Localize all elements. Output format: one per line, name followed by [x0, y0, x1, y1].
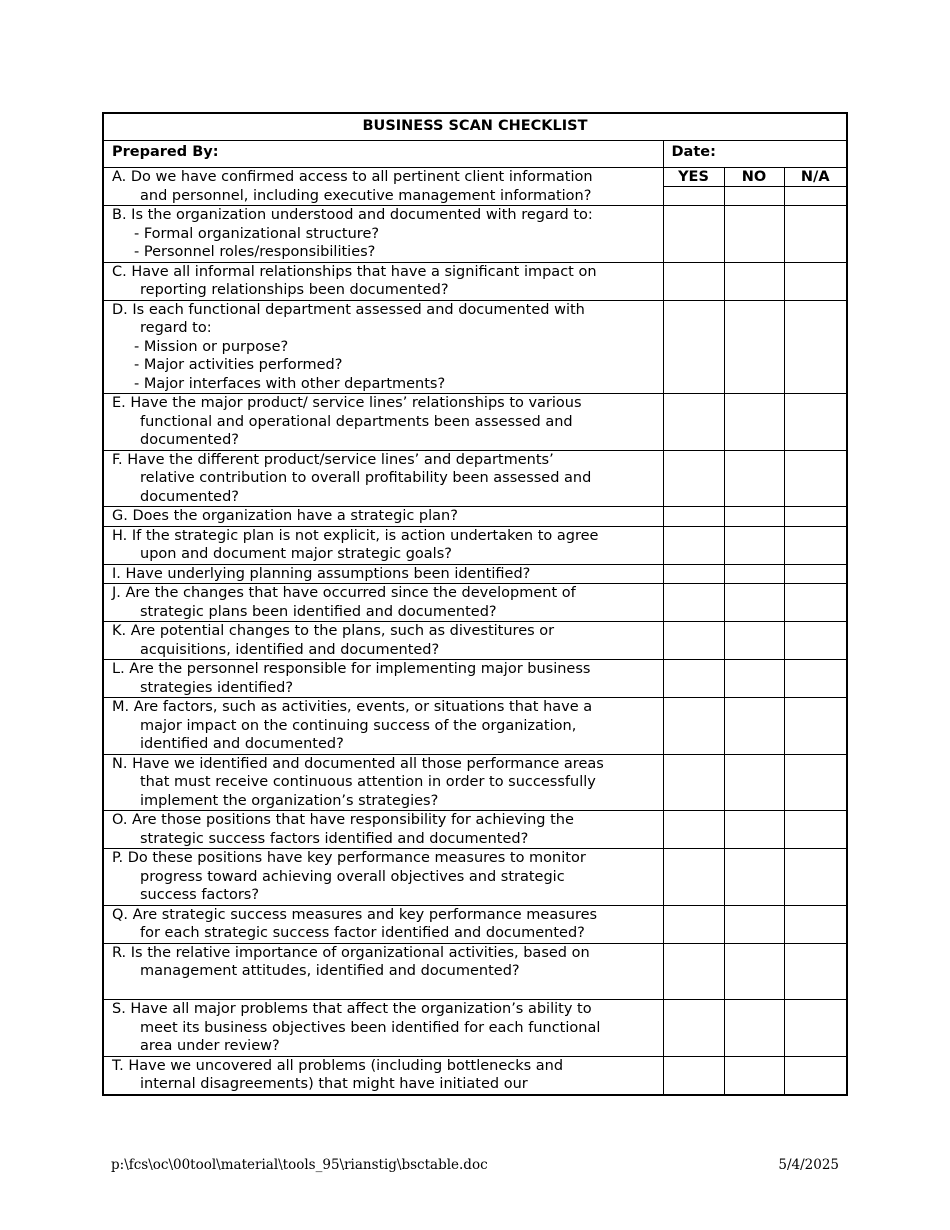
no-checkbox-cell[interactable]	[724, 754, 784, 811]
question-line: J. Are the changes that have occurred since the development of	[112, 585, 576, 601]
na-checkbox-cell[interactable]	[784, 206, 847, 263]
na-checkbox-cell[interactable]	[784, 564, 847, 584]
question-text	[103, 300, 663, 394]
no-checkbox-cell[interactable]	[724, 660, 784, 698]
table-row	[103, 262, 847, 300]
yes-checkbox-cell[interactable]	[663, 394, 724, 451]
table-row	[103, 698, 847, 755]
question-continuation: acquisitions, identified and documented?	[140, 641, 440, 658]
table-row	[103, 660, 847, 698]
yes-checkbox-cell[interactable]	[663, 811, 724, 849]
na-column-header: N/A	[784, 168, 847, 187]
yes-checkbox-cell[interactable]	[663, 1000, 724, 1057]
question-continuation: for each strategic success factor identified and documented?	[140, 925, 585, 941]
yes-checkbox-cell[interactable]	[663, 564, 724, 584]
na-checkbox-cell[interactable]	[784, 526, 847, 564]
no-checkbox-cell[interactable]	[724, 1000, 784, 1057]
question-text	[103, 206, 663, 263]
table-row	[103, 168, 847, 187]
table-row	[103, 1056, 847, 1095]
question-line: L. Are the personnel responsible for implementing major business	[112, 661, 591, 677]
question-continuation: major impact on the continuing success of the organization,	[140, 717, 577, 734]
question-line: F. Have the different product/service lines’ and departments’	[112, 451, 554, 468]
question-text	[103, 584, 663, 622]
question-line: B. Is the organization understood and documented with regard to:	[112, 207, 593, 223]
date-label: Date:	[663, 141, 847, 168]
question-continuation: documented?	[140, 488, 239, 505]
table-row	[103, 564, 847, 584]
no-checkbox-cell[interactable]	[724, 507, 784, 527]
question-text	[103, 660, 663, 698]
no-checkbox-cell[interactable]	[724, 811, 784, 849]
yes-checkbox-cell[interactable]	[663, 300, 724, 394]
question-continuation: functional and operational departments been assessed and	[140, 413, 573, 430]
na-checkbox-cell[interactable]	[784, 507, 847, 527]
yes-checkbox-cell[interactable]	[663, 262, 724, 300]
na-checkbox-cell[interactable]	[784, 905, 847, 943]
title-row	[103, 113, 847, 141]
no-checkbox-cell[interactable]	[724, 584, 784, 622]
question-continuation: management attitudes, identified and documented?	[140, 963, 520, 979]
question-text	[103, 394, 663, 451]
question-line: M. Are factors, such as activities, events, or situations that have a	[112, 699, 593, 715]
question-bullet: - Major activities performed?	[134, 357, 343, 373]
na-checkbox-cell[interactable]	[784, 698, 847, 755]
yes-checkbox-cell[interactable]	[663, 905, 724, 943]
no-checkbox-cell[interactable]	[724, 206, 784, 263]
na-checkbox-cell[interactable]	[784, 811, 847, 849]
table-row	[103, 849, 847, 906]
table-row	[103, 206, 847, 263]
question-line: O. Are those positions that have responsibility for achieving the	[112, 812, 574, 828]
no-checkbox-cell[interactable]	[724, 622, 784, 660]
yes-checkbox-cell[interactable]	[663, 206, 724, 263]
question-text	[103, 1000, 663, 1057]
no-checkbox-cell[interactable]	[724, 849, 784, 906]
question-line: D. Is each functional department assessed and documented with	[112, 301, 585, 318]
table-row	[103, 943, 847, 1000]
table-row	[103, 622, 847, 660]
footer-date: 5/4/2025	[778, 1157, 839, 1173]
question-text	[103, 564, 663, 584]
yes-checkbox-cell[interactable]	[663, 1056, 724, 1095]
question-bullet: - Major interfaces with other departments?	[134, 375, 446, 392]
no-checkbox-cell[interactable]	[724, 564, 784, 584]
table-row	[103, 507, 847, 527]
question-continuation: reporting relationships been documented?	[140, 282, 449, 298]
yes-checkbox-cell[interactable]	[663, 584, 724, 622]
na-checkbox-cell[interactable]	[784, 300, 847, 394]
table-row	[103, 300, 847, 394]
question-text	[103, 1056, 663, 1095]
question-continuation	[112, 981, 657, 1000]
na-checkbox-cell[interactable]	[784, 754, 847, 811]
prepared-row	[103, 141, 847, 168]
question-continuation: documented?	[140, 432, 239, 448]
yes-column-header: YES	[663, 168, 724, 187]
question-line: H. If the strategic plan is not explicit, is action undertaken to agree	[112, 527, 599, 544]
question-line: P. Do these positions have key performance measures to monitor	[112, 850, 586, 866]
table-row	[103, 905, 847, 943]
question-line: T. Have we uncovered all problems (including bottlenecks and	[112, 1057, 564, 1074]
business-scan-checklist-table	[102, 112, 848, 1096]
question-continuation: meet its business objectives been identified for each functional	[140, 1019, 601, 1036]
question-text	[103, 849, 663, 906]
na-checkbox-cell[interactable]	[784, 187, 847, 206]
question-text	[103, 811, 663, 849]
table-row	[103, 394, 847, 451]
table-row	[103, 754, 847, 811]
question-line: C. Have all informal relationships that have a significant impact on	[112, 263, 597, 280]
no-checkbox-cell[interactable]	[724, 187, 784, 206]
na-checkbox-cell[interactable]	[784, 1056, 847, 1095]
table-row	[103, 1000, 847, 1057]
question-text	[103, 168, 663, 206]
question-text	[103, 262, 663, 300]
footer-file-path: p:\fcs\oc\00tool\material\tools_95\rianstig\bsctable.doc	[111, 1157, 488, 1173]
question-continuation: regard to:	[140, 320, 212, 336]
no-checkbox-cell[interactable]	[724, 943, 784, 1000]
question-text	[103, 450, 663, 507]
yes-checkbox-cell[interactable]	[663, 507, 724, 527]
na-checkbox-cell[interactable]	[784, 622, 847, 660]
question-continuation: relative contribution to overall profitability been assessed and	[140, 470, 592, 486]
no-checkbox-cell[interactable]	[724, 526, 784, 564]
question-text	[103, 698, 663, 755]
na-checkbox-cell[interactable]	[784, 660, 847, 698]
na-checkbox-cell[interactable]	[784, 584, 847, 622]
question-line: A. Do we have confirmed access to all pertinent client information	[112, 169, 593, 185]
question-continuation: upon and document major strategic goals?	[140, 546, 452, 562]
no-checkbox-cell[interactable]	[724, 450, 784, 507]
no-checkbox-cell[interactable]	[724, 1056, 784, 1095]
question-continuation: area under review?	[140, 1038, 280, 1054]
question-continuation: identified and documented?	[140, 736, 344, 752]
question-bullet: - Personnel roles/responsibilities?	[134, 244, 376, 260]
yes-checkbox-cell[interactable]	[663, 849, 724, 906]
no-checkbox-cell[interactable]	[724, 905, 784, 943]
question-continuation: progress toward achieving overall objectives and strategic	[140, 868, 565, 885]
table-row	[103, 450, 847, 507]
na-checkbox-cell[interactable]	[784, 1000, 847, 1057]
question-line: Q. Are strategic success measures and key performance measures	[112, 906, 598, 923]
question-text	[103, 754, 663, 811]
na-checkbox-cell[interactable]	[784, 849, 847, 906]
yes-checkbox-cell[interactable]	[663, 187, 724, 206]
yes-checkbox-cell[interactable]	[663, 526, 724, 564]
question-line: I. Have underlying planning assumptions been identified?	[112, 565, 531, 582]
table-row	[103, 526, 847, 564]
question-text	[103, 622, 663, 660]
question-bullet: - Formal organizational structure?	[134, 225, 380, 242]
question-bullet: - Mission or purpose?	[134, 338, 289, 355]
yes-checkbox-cell[interactable]	[663, 622, 724, 660]
question-line: G. Does the organization have a strategic plan?	[112, 508, 458, 524]
question-continuation: strategic success factors identified and documented?	[140, 830, 529, 847]
yes-checkbox-cell[interactable]	[663, 660, 724, 698]
question-line: K. Are potential changes to the plans, such as divestitures or	[112, 623, 555, 639]
yes-checkbox-cell[interactable]	[663, 754, 724, 811]
yes-checkbox-cell[interactable]	[663, 698, 724, 755]
question-text	[103, 526, 663, 564]
na-checkbox-cell[interactable]	[784, 262, 847, 300]
yes-checkbox-cell[interactable]	[663, 450, 724, 507]
checklist-title: BUSINESS SCAN CHECKLIST	[103, 113, 847, 141]
question-continuation: strategies identified?	[140, 679, 294, 696]
question-line: N. Have we identified and documented all those performance areas	[112, 755, 604, 772]
question-continuation: internal disagreements) that might have initiated our	[140, 1076, 528, 1092]
question-continuation: success factors?	[140, 887, 260, 903]
na-checkbox-cell[interactable]	[784, 394, 847, 451]
question-line: S. Have all major problems that affect the organization’s ability to	[112, 1001, 592, 1017]
question-continuation: that must receive continuous attention in order to successfully	[140, 774, 596, 790]
no-checkbox-cell[interactable]	[724, 262, 784, 300]
yes-checkbox-cell[interactable]	[663, 943, 724, 1000]
question-continuation: and personnel, including executive management information?	[140, 187, 592, 204]
question-line: E. Have the major product/ service lines’ relationships to various	[112, 395, 582, 411]
no-checkbox-cell[interactable]	[724, 698, 784, 755]
question-text	[103, 507, 663, 527]
no-column-header: NO	[724, 168, 784, 187]
question-line: R. Is the relative importance of organizational activities, based on	[112, 944, 590, 961]
table-row	[103, 811, 847, 849]
question-text	[103, 943, 663, 1000]
no-checkbox-cell[interactable]	[724, 300, 784, 394]
prepared-by-label: Prepared By:	[103, 141, 663, 168]
question-text	[103, 905, 663, 943]
na-checkbox-cell[interactable]	[784, 943, 847, 1000]
question-continuation: strategic plans been identified and documented?	[140, 603, 497, 620]
na-checkbox-cell[interactable]	[784, 450, 847, 507]
question-continuation: implement the organization’s strategies?	[140, 792, 439, 809]
table-row	[103, 584, 847, 622]
no-checkbox-cell[interactable]	[724, 394, 784, 451]
